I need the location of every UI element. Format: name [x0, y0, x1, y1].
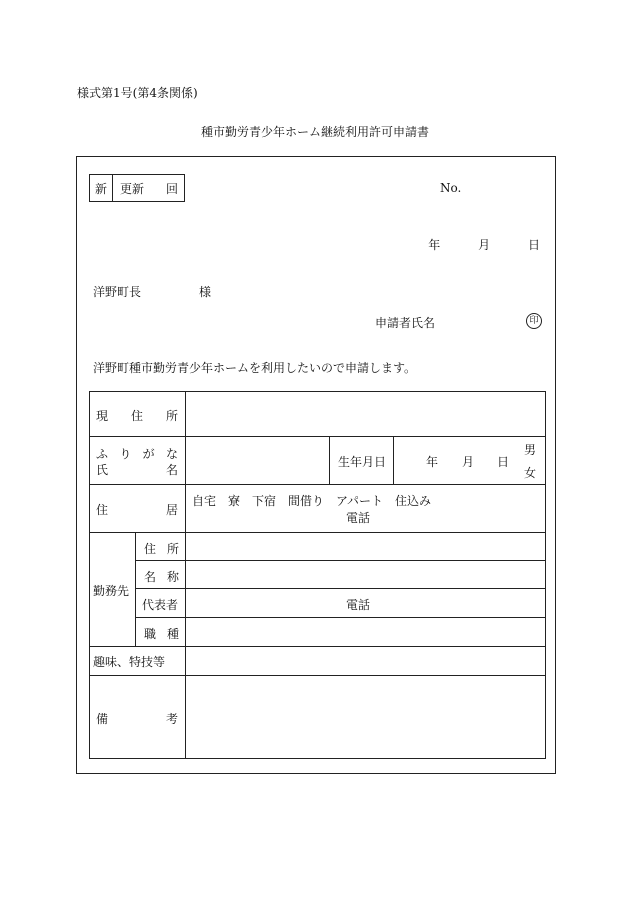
residence-options[interactable]: 自宅 寮 下宿 間借り アパート 住込み	[192, 494, 432, 508]
seal-icon: 印	[526, 313, 542, 329]
application-statement: 洋野町種市勤労青少年ホームを利用したいので申請します。	[93, 361, 417, 375]
document-title: 種市勤労青少年ホーム継続利用許可申請書	[200, 125, 429, 139]
name-field[interactable]	[186, 436, 329, 484]
addressee: 洋野町長	[93, 285, 142, 299]
gender-male[interactable]: 男	[524, 443, 537, 457]
furigana-label: ふ り が な	[96, 447, 178, 461]
renewal-new[interactable]: 新	[90, 175, 113, 201]
work-address-label: 住 所	[144, 542, 179, 556]
table-rule	[545, 391, 546, 759]
current-address-field[interactable]	[186, 392, 544, 436]
table-rule	[393, 436, 394, 485]
table-rule	[135, 560, 546, 561]
residence-label: 住 居	[96, 503, 178, 517]
occupation-label: 職 種	[144, 627, 179, 641]
birth-day: 日	[497, 455, 510, 469]
number-label: No.	[440, 181, 462, 195]
representative-label: 代表者	[142, 598, 179, 612]
remarks-field[interactable]	[186, 676, 544, 758]
applicant-name-label: 申請者氏名	[375, 316, 436, 330]
application-date	[394, 236, 540, 253]
table-rule	[135, 532, 136, 647]
table-rule	[89, 532, 546, 533]
table-rule	[135, 588, 546, 589]
birthdate-label: 生年月日	[338, 455, 387, 469]
renewal-box	[89, 174, 185, 202]
work-phone-label: 電話	[346, 598, 371, 612]
table-rule	[89, 484, 546, 485]
current-address-label: 現 住 所	[96, 409, 178, 423]
addressee-suffix: 様	[199, 285, 212, 299]
work-name-label: 名 称	[144, 570, 179, 584]
table-rule	[89, 391, 90, 759]
table-rule	[89, 758, 546, 759]
table-rule	[89, 646, 546, 647]
date-year: 年	[428, 238, 441, 252]
renewal-update[interactable]: 更新	[120, 181, 145, 196]
workplace-label: 勤務先	[93, 584, 130, 598]
remarks-label: 備 考	[96, 712, 178, 726]
renewal-count: 回	[166, 181, 179, 196]
date-month: 月	[478, 238, 491, 252]
birth-month: 月	[462, 455, 475, 469]
gender-female[interactable]: 女	[524, 466, 537, 480]
residence-phone-label: 電話	[346, 511, 371, 525]
table-rule	[329, 436, 330, 485]
hobbies-label: 趣味、特技等	[93, 655, 166, 669]
birth-year: 年	[426, 455, 439, 469]
name-label: 氏 名	[96, 463, 178, 477]
table-rule	[135, 617, 546, 618]
form-number: 様式第1号(第4条関係)	[77, 86, 198, 100]
date-day: 日	[527, 238, 540, 252]
